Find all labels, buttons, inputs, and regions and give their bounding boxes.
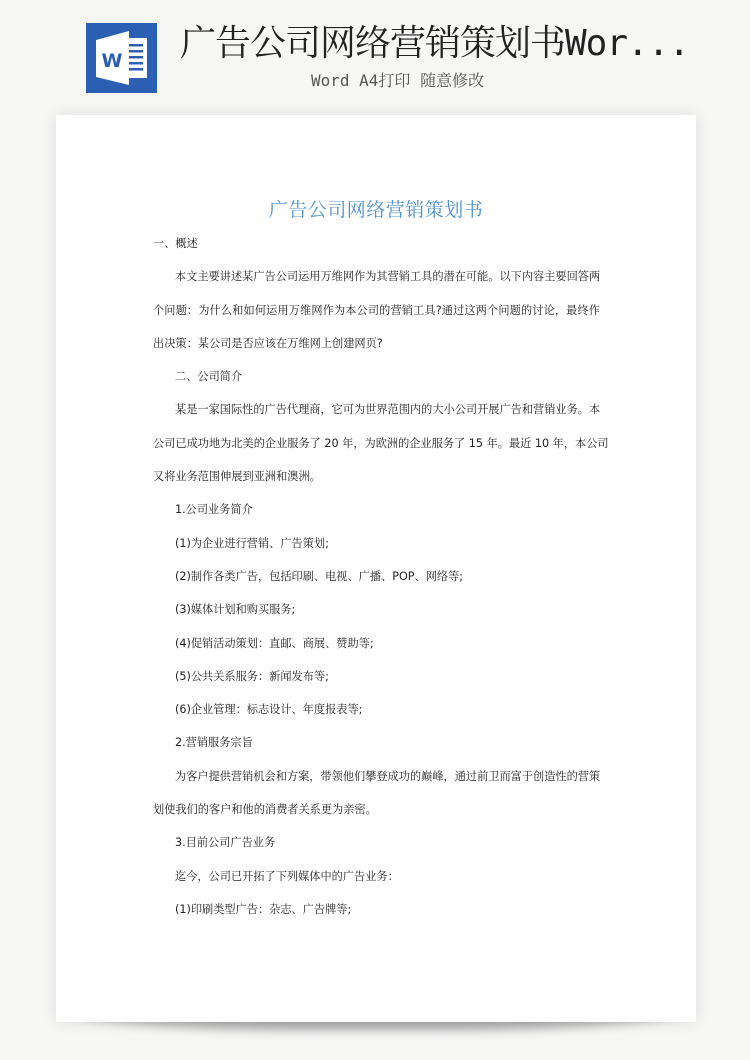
list-item: (3)媒体计划和购买服务; (175, 603, 296, 617)
word-document-icon (86, 23, 157, 93)
subsection-heading: 3.目前公司广告业务 (175, 836, 276, 850)
section-heading: 一、概述 (153, 237, 198, 250)
paragraph-line: 公司已成功地为北美的企业服务了 20 年，为欧洲的企业服务了 15 年。最近 10 年，本公司 (153, 436, 609, 450)
list-item: (5)公共关系服务：新闻发布等; (175, 669, 329, 683)
paragraph-line: 出决策：某公司是否应该在万维网上创建网页? (153, 336, 383, 350)
subsection-heading: 1.公司业务简介 (175, 503, 253, 517)
paragraph-line: 本文主要讲述某广告公司运用万维网作为其营销工具的潜在可能。以下内容主要回答两 (175, 270, 601, 284)
list-item: (1)为企业进行营销、广告策划; (175, 536, 329, 550)
subsection-heading: 2.营销服务宗旨 (175, 736, 253, 750)
file-subtitle: Word A4打印 随意修改 (311, 71, 485, 90)
list-item: (1)印刷类型广告：杂志、广告牌等; (175, 902, 352, 916)
document-title: 广告公司网络营销策划书 (268, 199, 484, 221)
document-page (56, 115, 696, 1022)
svg-text:W: W (101, 50, 123, 72)
paragraph-line: 某是一家国际性的广告代理商，它可为世界范围内的大小公司开展广告和营销业务。本 (175, 403, 601, 417)
preview-header (0, 0, 750, 110)
paragraph-line: 迄今，公司已开拓了下列媒体中的广告业务： (175, 869, 399, 883)
paragraph-line: 又将业务范围伸展到亚洲和澳洲。 (153, 470, 321, 484)
list-item: (4)促销活动策划：直邮、商展、赞助等; (175, 636, 374, 650)
paragraph-line: 划使我们的客户和他的消费者关系更为亲密。 (153, 803, 377, 817)
file-title: 广告公司网络营销策划书Wor... (180, 23, 690, 64)
section-heading: 二、公司简介 (175, 370, 243, 384)
document-body (153, 233, 609, 932)
list-item: (6)企业管理：标志设计、年度报表等; (175, 703, 363, 717)
list-item: (2)制作各类广告，包括印刷、电视、广播、POP、网络等; (175, 569, 464, 583)
paragraph-line: 为客户提供营销机会和方案，带领他们攀登成功的巅峰，通过前卫而富于创造性的营策 (175, 769, 601, 783)
paragraph-line: 个问题：为什么和如何运用万维网作为本公司的营销工具?通过这两个问题的讨论，最终作 (153, 303, 600, 317)
